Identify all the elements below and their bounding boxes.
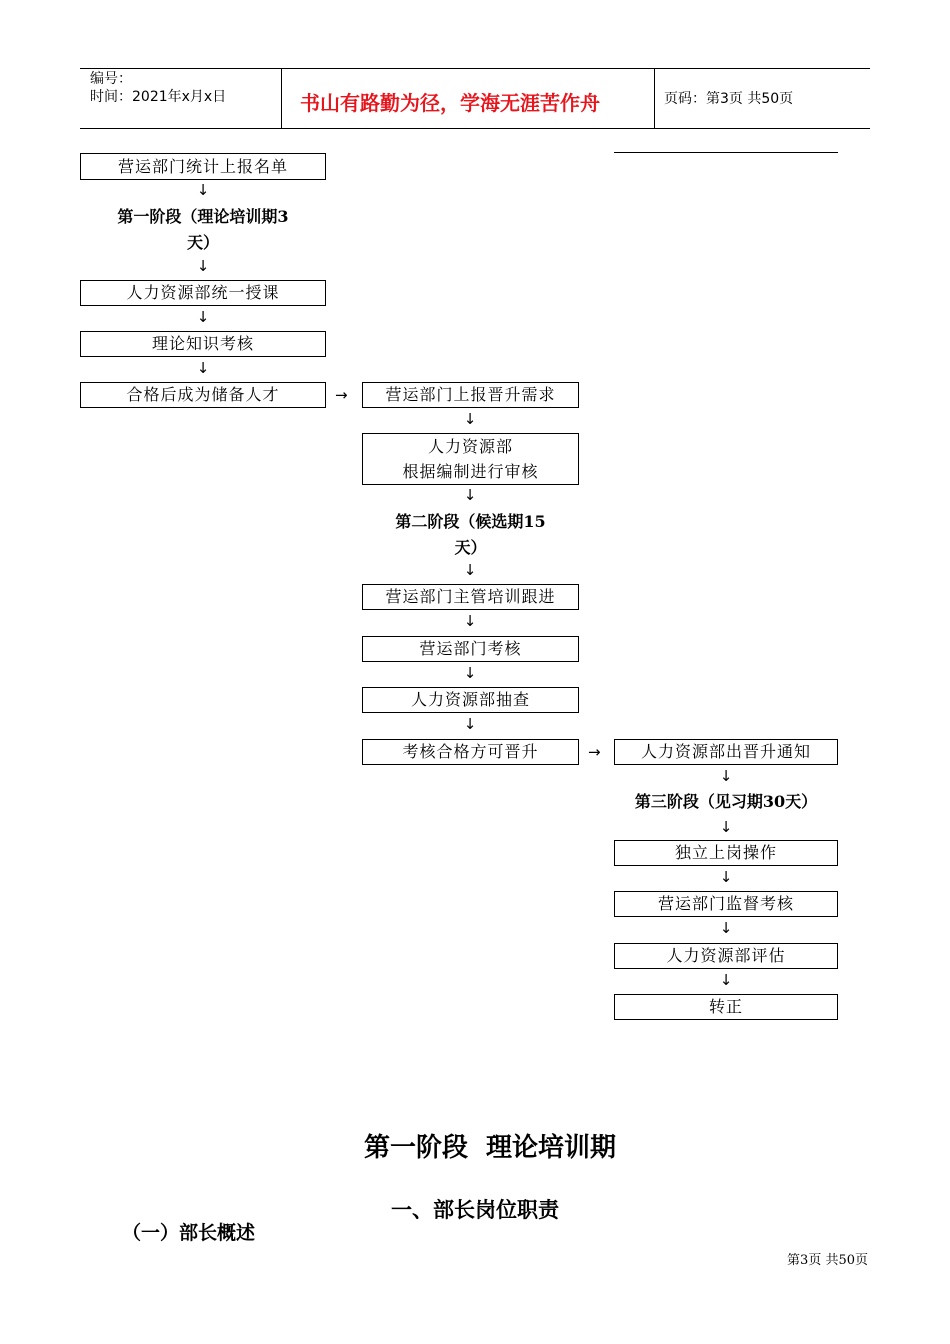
header-divider — [654, 68, 655, 128]
flow-step-promotion-notice: 人力资源部出晋升通知 — [614, 739, 838, 765]
stage-2-line-2: 天） — [454, 538, 487, 557]
flow-step-theory-exam: 理论知识考核 — [80, 331, 326, 357]
flow-step-supervision-assessment: 营运部门监督考核 — [614, 891, 838, 917]
flow-step-regularization: 转正 — [614, 994, 838, 1020]
flow-arrow-down: ↓ — [196, 359, 210, 377]
subsection-heading: （一）部长概述 — [122, 1222, 256, 1244]
document-number-label: 编号： — [90, 71, 132, 87]
flow-step-supervisor-training: 营运部门主管培训跟进 — [362, 584, 579, 610]
flow-arrow-down: ↓ — [719, 767, 733, 785]
document-date: 时间：2021年x月x日 — [90, 89, 227, 105]
flow-step-dept-assessment: 营运部门考核 — [362, 636, 579, 662]
flow-arrow-down: ↓ — [463, 410, 477, 428]
flow-step-hr-evaluation: 人力资源部评估 — [614, 943, 838, 969]
flow-arrow-down: ↓ — [463, 612, 477, 630]
flow-step-promotion-request: 营运部门上报晋升需求 — [362, 382, 579, 408]
page-title: 第一阶段 理论培训期 — [363, 1133, 617, 1163]
flow-stage-2 — [362, 509, 579, 561]
flow-stage-3: 第三阶段（见习期30天） — [634, 792, 818, 811]
flow-stage-1 — [80, 204, 326, 256]
flow-arrow-down: ↓ — [463, 715, 477, 733]
header-divider — [281, 68, 282, 128]
flow-arrow-down: ↓ — [463, 664, 477, 682]
flow-step-hr-training: 人力资源部统一授课 — [80, 280, 326, 306]
flow-step-independent-work: 独立上岗操作 — [614, 840, 838, 866]
flow-arrow-down: ↓ — [196, 308, 210, 326]
flow-step-qualified-promotion: 考核合格方可晋升 — [362, 739, 579, 765]
flow-arrow-down: ↓ — [196, 181, 210, 199]
stage-2-line-1: 第二阶段（候选期15 — [395, 512, 546, 531]
flow-arrow-right: → — [588, 743, 601, 761]
flow-arrow-down: ↓ — [719, 971, 733, 989]
header-top-rule — [80, 68, 870, 69]
top-right-rule — [614, 152, 838, 153]
hr-review-line-2: 根据编制进行审核 — [402, 462, 539, 481]
flow-arrow-down: ↓ — [719, 919, 733, 937]
flow-step-report-list: 营运部门统计上报名单 — [80, 153, 326, 180]
footer-page-number: 第3页 共50页 — [787, 1253, 868, 1268]
stage-1-line-1: 第一阶段（理论培训期3 — [117, 207, 289, 226]
flow-arrow-down: ↓ — [463, 486, 477, 504]
header-bottom-rule — [80, 128, 870, 129]
flow-arrow-down: ↓ — [719, 818, 733, 836]
hr-review-line-1: 人力资源部 — [427, 437, 513, 456]
stage-1-line-2: 天） — [186, 233, 219, 252]
section-heading: 一、部长岗位职责 — [391, 1197, 559, 1222]
flow-step-hr-review — [362, 433, 579, 485]
flow-step-hr-spot-check: 人力资源部抽查 — [362, 687, 579, 713]
flow-arrow-down: ↓ — [719, 868, 733, 886]
flow-arrow-down: ↓ — [196, 257, 210, 275]
flow-arrow-right: → — [335, 386, 348, 404]
flow-step-reserve-talent: 合格后成为储备人才 — [80, 382, 326, 408]
flow-arrow-down: ↓ — [463, 561, 477, 579]
header-motto: 书山有路勤为径，学海无涯苦作舟 — [300, 91, 600, 115]
header-page-code: 页码：第3页 共50页 — [664, 91, 794, 107]
